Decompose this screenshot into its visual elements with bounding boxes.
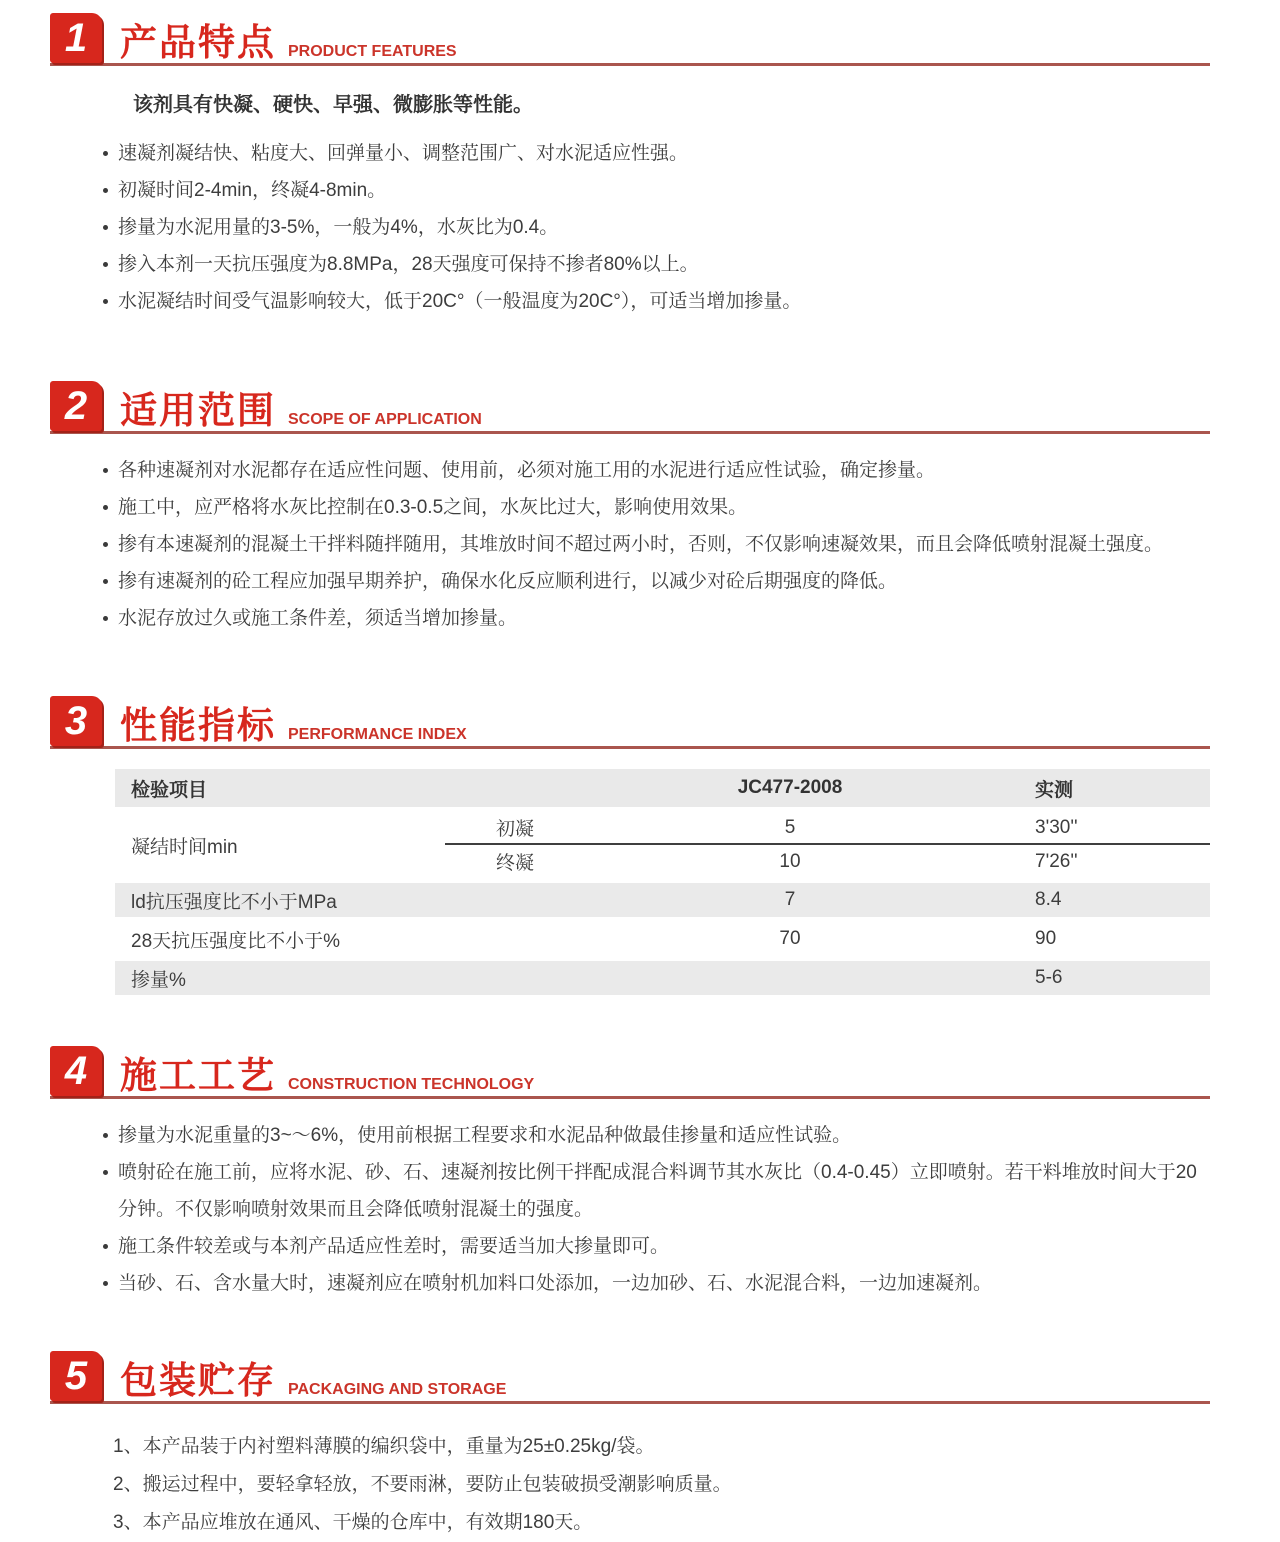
construction-bullet-list	[103, 1117, 1210, 1302]
bullet-item: 掺量为水泥用量的3-5%，一般为4%，水灰比为0.4。	[103, 209, 1210, 246]
bullet-item: 掺有速凝剂的砼工程应加强早期养护，确保水化反应顺利进行，以减少对砼后期强度的降低。	[103, 563, 1210, 600]
bullet-item: 掺有本速凝剂的混凝土干拌料随拌随用，其堆放时间不超过两小时，否则，不仅影响速凝效果，而且会降低喷射混凝土强度。	[103, 526, 1210, 563]
row-standard-value: 70	[779, 928, 801, 949]
bullet-item: 初凝时间2-4min，终凝4-8min。	[103, 172, 1210, 209]
table-subrow-final-set	[445, 845, 1210, 878]
section-header	[50, 14, 1210, 66]
packaging-numbered-list	[113, 1428, 1210, 1542]
row-measured-value: 90	[1035, 928, 1057, 949]
section-title-zh: 适用范围	[120, 390, 276, 431]
section-title-en: PACKAGING AND STORAGE	[288, 1381, 507, 1398]
row-standard-value: 7	[784, 889, 796, 910]
table-header-measured: 实测	[1035, 779, 1074, 801]
numbered-item: 1、本产品装于内衬塑料薄膜的编织袋中，重量为25±0.25kg/袋。	[113, 1436, 655, 1457]
section-titles	[120, 1056, 534, 1096]
subrow-standard-value: 5	[784, 816, 796, 838]
subrow-measured-value: 7'26''	[1035, 850, 1078, 872]
section-title-zh: 产品特点	[120, 22, 276, 63]
section-number-badge: 5	[50, 1351, 102, 1401]
section-titles	[120, 391, 482, 431]
features-bullet-list	[103, 135, 1210, 320]
section-number-badge: 2	[50, 381, 102, 431]
subrow-label: 初凝	[495, 819, 534, 840]
table-header-standard: JC477-2008	[737, 777, 843, 798]
subrow-label: 终凝	[495, 853, 534, 874]
bullet-item: 速凝剂凝结快、粘度大、回弹量小、调整范围广、对水泥适应性强。	[103, 135, 1210, 172]
bullet-item: 施工条件较差或与本剂产品适应性差时，需要适当加大掺量即可。	[103, 1228, 1210, 1265]
section-titles	[120, 23, 457, 63]
row-item-label: 掺量%	[131, 969, 186, 991]
setting-time-label: 凝结时间min	[131, 836, 238, 858]
bullet-item: 水泥凝结时间受气温影响较大，低于20C°（一般温度为20C°），可适当增加掺量。	[103, 283, 1210, 320]
table-row-28d-strength	[115, 922, 1210, 956]
section-titles	[120, 1361, 506, 1401]
row-item-label: 28天抗压强度比不小于%	[131, 930, 341, 952]
bullet-item: 当砂、石、含水量大时，速凝剂应在喷射机加料口处添加，一边加砂、石、水泥混合料，一边加速凝剂。	[103, 1265, 1210, 1302]
table-header-row	[115, 769, 1210, 807]
section-performance-index	[50, 697, 1210, 995]
features-intro: 该剂具有快凝、硬快、早强、微膨胀等性能。	[133, 94, 533, 116]
table-row-1d-strength	[115, 883, 1210, 917]
section-number-badge: 1	[50, 13, 102, 63]
performance-table	[115, 769, 1210, 995]
bullet-item: 喷射砼在施工前，应将水泥、砂、石、速凝剂按比例干拌配成混合料调节其水灰比（0.4-0.45）立即喷射。若干料堆放时间大于20分钟。不仅影响喷射效果而且会降低喷射混凝土的强度。	[103, 1154, 1210, 1228]
section-title-en: SCOPE OF APPLICATION	[288, 411, 482, 428]
numbered-item: 3、本产品应堆放在通风、干燥的仓库中，有效期180天。	[113, 1512, 593, 1533]
section-product-features	[50, 14, 1210, 320]
table-subrow-initial-set	[445, 812, 1210, 845]
section-title-zh: 包装贮存	[120, 1360, 276, 1401]
section-number-badge: 3	[50, 696, 102, 746]
bullet-item: 水泥存放过久或施工条件差，须适当增加掺量。	[103, 600, 1210, 637]
section-header	[50, 1047, 1210, 1099]
section-construction-technology	[50, 1047, 1210, 1302]
scope-bullet-list	[103, 452, 1210, 637]
numbered-item: 2、搬运过程中，要轻拿轻放，不要雨淋，要防止包装破损受潮影响质量。	[113, 1474, 732, 1495]
subrow-standard-value: 10	[779, 850, 801, 872]
setting-time-sub-rows	[445, 812, 1210, 878]
row-item-label: ld抗压强度比不小于MPa	[131, 891, 337, 913]
bullet-item: 掺量为水泥重量的3~～6%，使用前根据工程要求和水泥品种做最佳掺量和适应性试验。	[103, 1117, 1210, 1154]
section-scope-of-application	[50, 382, 1210, 637]
subrow-measured-value: 3'30''	[1035, 816, 1078, 838]
section-title-en: CONSTRUCTION TECHNOLOGY	[288, 1076, 535, 1093]
bullet-item: 各种速凝剂对水泥都存在适应性问题、使用前，必须对施工用的水泥进行适应性试验，确定掺量。	[103, 452, 1210, 489]
row-measured-value: 5-6	[1035, 967, 1063, 988]
table-row-setting-time	[115, 812, 1210, 878]
section-title-zh: 性能指标	[120, 705, 276, 746]
section-number-badge: 4	[50, 1046, 102, 1096]
section-title-en: PERFORMANCE INDEX	[288, 726, 467, 743]
section-header	[50, 697, 1210, 749]
bullet-item: 掺入本剂一天抗压强度为8.8MPa，28天强度可保持不掺者80%以上。	[103, 246, 1210, 283]
section-title-zh: 施工工艺	[120, 1055, 276, 1096]
bullet-item: 施工中，应严格将水灰比控制在0.3-0.5之间，水灰比过大，影响使用效果。	[103, 489, 1210, 526]
section-title-en: PRODUCT FEATURES	[288, 43, 457, 60]
section-titles	[120, 706, 467, 746]
table-header-item: 检验项目	[131, 779, 208, 801]
section-header	[50, 382, 1210, 434]
row-measured-value: 8.4	[1035, 889, 1062, 910]
section-header	[50, 1352, 1210, 1404]
table-row-dosage	[115, 961, 1210, 995]
